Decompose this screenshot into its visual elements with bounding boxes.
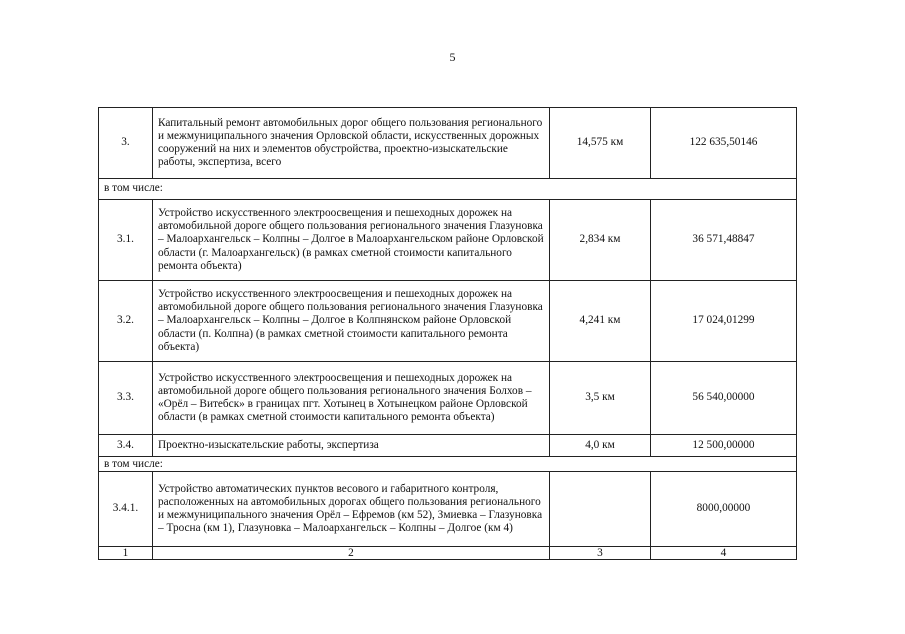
row-number: 3.2.	[99, 281, 153, 362]
row-amount: 122 635,50146	[651, 108, 797, 179]
row-amount: 56 540,00000	[651, 362, 797, 435]
row-amount: 17 024,01299	[651, 281, 797, 362]
table-row	[99, 435, 797, 457]
column-number: 1	[99, 547, 153, 560]
row-description: Устройство искусственного электроосвещения и пешеходных дорожек на автомобильной дороге общего пользования регионального значения Болхов – «Орёл – Витебск» в границах пгт. Хотынец в Хотынецком районе Орловской области (в рамках сметной стоимости капитального ремонта объекта)	[153, 362, 550, 435]
table-row	[99, 200, 797, 281]
row-length: 14,575 км	[550, 108, 651, 179]
row-description: Капитальный ремонт автомобильных дорог общего пользования регионального и межмуниципального значения Орловской области, искусственных дорожных сооружений на них и элементов обустройства, проектно-изыскательские работы, экспертиза, всего	[153, 108, 550, 179]
page-number: 5	[449, 50, 456, 64]
row-length: 4,241 км	[550, 281, 651, 362]
row-amount: 12 500,00000	[651, 435, 797, 457]
row-length	[550, 472, 651, 547]
column-number: 2	[153, 547, 550, 560]
row-amount: 36 571,48847	[651, 200, 797, 281]
row-length: 2,834 км	[550, 200, 651, 281]
row-description: Проектно-изыскательские работы, экспертиза	[153, 435, 550, 457]
column-number-row	[99, 547, 797, 560]
row-number: 3.	[99, 108, 153, 179]
row-number: 3.4.	[99, 435, 153, 457]
row-description: Устройство автоматических пунктов весового и габаритного контроля, расположенных на автомобильных дорогах общего пользования регионального и межмуниципального значения Орёл – Ефремов (км 52), Змиевка – Глазуновка – Тросна (км 1), Глазуновка – Малоархангельск – Колпны – Долгое (км 4)	[153, 472, 550, 547]
row-number: 3.4.1.	[99, 472, 153, 547]
table-row	[99, 362, 797, 435]
table-row	[99, 108, 797, 179]
table-row	[99, 281, 797, 362]
subheading-including: в том числе:	[99, 179, 797, 200]
row-length: 3,5 км	[550, 362, 651, 435]
row-description: Устройство искусственного электроосвещения и пешеходных дорожек на автомобильной дороге общего пользования регионального значения Глазуновка – Малоархангельск – Колпны – Долгое в Колпнянском районе Орловской области (п. Колпна) (в рамках сметной стоимости капитального ремонта объекта)	[153, 281, 550, 362]
column-number: 4	[651, 547, 797, 560]
row-number: 3.1.	[99, 200, 153, 281]
row-amount: 8000,00000	[651, 472, 797, 547]
row-number: 3.3.	[99, 362, 153, 435]
row-length: 4,0 км	[550, 435, 651, 457]
row-description: Устройство искусственного электроосвещения и пешеходных дорожек на автомобильной дороге общего пользования регионального значения Глазуновка – Малоархангельск – Колпны – Долгое в Малоархангельском районе Орловской области (г. Малоархангельск) (в рамках сметной стоимости капитального ремонта объекта)	[153, 200, 550, 281]
table-subheading-row	[99, 179, 797, 200]
table-subheading-row	[99, 457, 797, 472]
subheading-including: в том числе:	[99, 457, 797, 472]
budget-table	[98, 107, 797, 560]
table-row	[99, 472, 797, 547]
column-number: 3	[550, 547, 651, 560]
